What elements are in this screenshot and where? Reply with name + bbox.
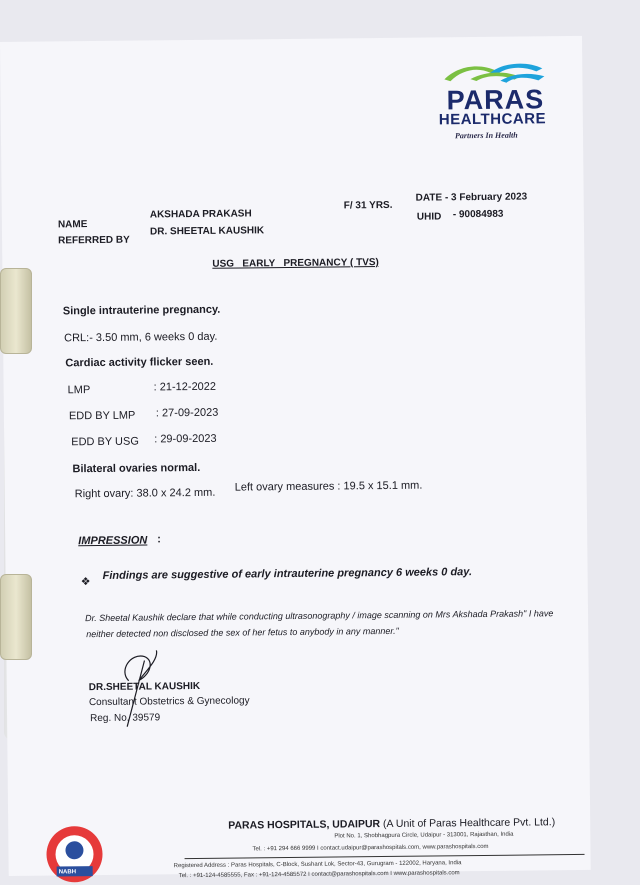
uhid-label: UHID xyxy=(416,211,442,223)
footer-hospital: PARAS HOSPITALS, UDAIPUR xyxy=(228,818,381,832)
report-title: USG EARLY PREGNANCY ( TVS) xyxy=(212,257,379,270)
logo-paras-text: PARAS xyxy=(446,84,545,116)
binder-clip-bottom xyxy=(0,574,32,660)
impression-colon: : xyxy=(157,533,161,546)
patient-name: AKSHADA PRAKASH xyxy=(149,208,252,221)
footer-unit: (A Unit of Paras Healthcare Pvt. Ltd.) xyxy=(382,816,556,831)
edd-lmp-label: EDD BY LMP xyxy=(68,409,136,423)
footer-address: Plot No. 1, Shobhagpura Circle, Udaipur - 313001, Rajasthan, India xyxy=(334,831,514,840)
doctor-designation: Consultant Obstetrics & Gynecology xyxy=(88,695,250,709)
report-sheet xyxy=(0,36,591,880)
left-ovary: Left ovary measures : 19.5 x 15.1 mm. xyxy=(234,479,423,494)
footer-contact: Tel. : +91 294 666 9999 I contact.udaipur@parashospitals.com, www.parashospitals.com xyxy=(252,843,489,853)
doctor-name: DR.SHEETAL KAUSHIK xyxy=(88,680,201,694)
lmp-label: LMP xyxy=(67,384,91,397)
edd-usg-label: EDD BY USG xyxy=(71,435,139,449)
logo-healthcare-text: HEALTHCARE xyxy=(438,110,547,129)
sex-age: F/ 31 YRS. xyxy=(343,199,393,212)
paras-logo-icon xyxy=(440,58,550,87)
edd-usg-value: : 29-09-2023 xyxy=(154,432,217,446)
finding-cardiac: Cardiac activity flicker seen. xyxy=(65,355,214,370)
right-ovary: Right ovary: 38.0 x 24.2 mm. xyxy=(74,486,216,501)
declaration-line1: Dr. Sheetal Kaushik declare that while conducting ultrasonography / image scanning on Mrs Akshada Prakash" I have xyxy=(84,608,554,624)
finding-pregnancy: Single intrauterine pregnancy. xyxy=(62,303,221,318)
binder-clip-top xyxy=(0,268,32,354)
finding-crl: CRL:- 3.50 mm, 6 weeks 0 day. xyxy=(64,330,218,345)
doctor-reg: Reg. No. 39579 xyxy=(90,712,161,725)
impression-bullet-icon: ❖ xyxy=(80,576,91,589)
footer-registered-contact: Tel. : +91-124-4585555, Fax : +91-124-4585572 I contact@parashospitals.com I www.parashospitals.com xyxy=(178,870,460,880)
uhid-value: - 90084983 xyxy=(452,208,504,221)
footer-title xyxy=(228,816,555,831)
finding-ovaries: Bilateral ovaries normal. xyxy=(72,461,201,476)
logo-tagline: Partners In Health xyxy=(454,130,518,141)
impression-label: IMPRESSION xyxy=(78,534,148,548)
footer-registered: Registered Address : Paras Hospitals, C-Block, Sushant Lok, Sector-43, Gurugram - 122002, Haryana, India xyxy=(173,860,462,870)
edd-lmp-value: : 27-09-2023 xyxy=(155,406,219,420)
declaration-line2: neither detected non disclosed the sex of her fetus to anybody in any manner." xyxy=(86,625,399,640)
impression-text: Findings are suggestive of early intrauterine pregnancy 6 weeks 0 day. xyxy=(102,566,473,582)
footer-divider xyxy=(185,854,585,859)
referred-label: REFERRED BY xyxy=(58,234,130,247)
name-label: NAME xyxy=(57,219,88,231)
report-date: DATE - 3 February 2023 xyxy=(415,191,528,204)
nabh-badge-icon xyxy=(44,824,105,885)
referred-by: DR. SHEETAL KAUSHIK xyxy=(149,225,265,238)
lmp-value: : 21-12-2022 xyxy=(153,380,217,394)
nabh-badge-text: NABH xyxy=(58,869,77,876)
